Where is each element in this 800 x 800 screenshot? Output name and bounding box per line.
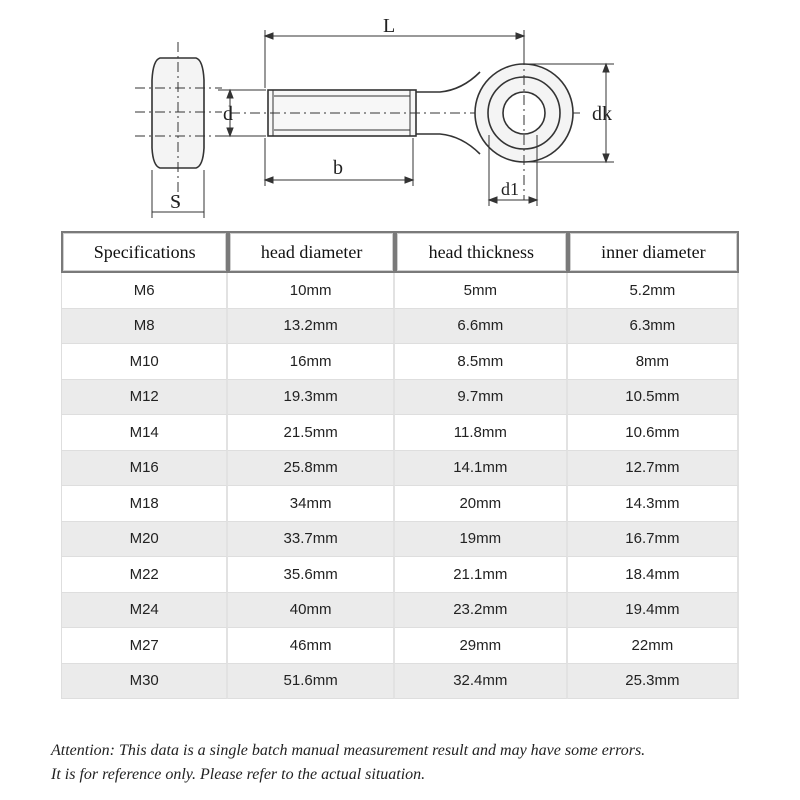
table-row — [61, 380, 739, 416]
inner-diameter-cell: 12.7mm — [568, 451, 739, 487]
spec-cell: M14 — [61, 415, 228, 451]
head-diameter-cell: 46mm — [228, 628, 395, 664]
table-row — [61, 309, 739, 345]
head-thickness-cell: 5mm — [395, 273, 568, 309]
table-row — [61, 522, 739, 558]
table-row — [61, 628, 739, 664]
inner-diameter-cell: 10.5mm — [568, 380, 739, 416]
head-diameter-cell: 51.6mm — [228, 664, 395, 700]
head-diameter-cell: 21.5mm — [228, 415, 395, 451]
head-thickness-cell: 19mm — [395, 522, 568, 558]
spec-cell: M27 — [61, 628, 228, 664]
label-d1: d1 — [501, 179, 519, 199]
table-row — [61, 593, 739, 629]
spec-cell: M16 — [61, 451, 228, 487]
eye-head — [475, 55, 573, 200]
inner-diameter-cell: 10.6mm — [568, 415, 739, 451]
header-specifications: Specifications — [61, 231, 228, 273]
table-row — [61, 415, 739, 451]
inner-diameter-cell: 14.3mm — [568, 486, 739, 522]
spec-cell: M18 — [61, 486, 228, 522]
head-thickness-cell: 21.1mm — [395, 557, 568, 593]
dim-l — [265, 30, 524, 88]
head-thickness-cell: 11.8mm — [395, 415, 568, 451]
attention-note — [51, 739, 791, 787]
label-dk: dk — [592, 103, 612, 125]
inner-diameter-cell: 16.7mm — [568, 522, 739, 558]
spec-cell: M20 — [61, 522, 228, 558]
spec-cell: M8 — [61, 309, 228, 345]
table-header-row — [61, 231, 739, 273]
spec-table — [61, 231, 739, 699]
note-line-1: Attention: This data is a single batch manual measurement result and may have some errors. — [51, 742, 646, 759]
table-row — [61, 273, 739, 309]
spec-cell: M6 — [61, 273, 228, 309]
inner-diameter-cell: 25.3mm — [568, 664, 739, 700]
head-thickness-cell: 6.6mm — [395, 309, 568, 345]
table-row — [61, 664, 739, 700]
inner-diameter-cell: 22mm — [568, 628, 739, 664]
table-row — [61, 344, 739, 380]
head-thickness-cell: 32.4mm — [395, 664, 568, 700]
head-diameter-cell: 10mm — [228, 273, 395, 309]
table-row — [61, 486, 739, 522]
head-diameter-cell: 13.2mm — [228, 309, 395, 345]
head-diameter-cell: 19.3mm — [228, 380, 395, 416]
header-inner-diameter: inner diameter — [568, 231, 739, 273]
spec-cell: M30 — [61, 664, 228, 700]
label-d: d — [223, 103, 233, 125]
spec-cell: M12 — [61, 380, 228, 416]
head-diameter-cell: 16mm — [228, 344, 395, 380]
table-row — [61, 557, 739, 593]
head-thickness-cell: 9.7mm — [395, 380, 568, 416]
note-line-2: It is for reference only. Please refer to the actual situation. — [51, 766, 426, 783]
inner-diameter-cell: 6.3mm — [568, 309, 739, 345]
inner-diameter-cell: 18.4mm — [568, 557, 739, 593]
head-thickness-cell: 29mm — [395, 628, 568, 664]
table-row — [61, 451, 739, 487]
label-s: S — [170, 191, 182, 213]
head-thickness-cell: 14.1mm — [395, 451, 568, 487]
eye-bolt-diagram — [0, 0, 800, 228]
inner-diameter-cell: 19.4mm — [568, 593, 739, 629]
table-body — [61, 273, 739, 699]
header-head-thickness: head thickness — [395, 231, 568, 273]
header-head-diameter: head diameter — [228, 231, 395, 273]
head-diameter-cell: 33.7mm — [228, 522, 395, 558]
spec-cell: M22 — [61, 557, 228, 593]
head-thickness-cell: 8.5mm — [395, 344, 568, 380]
label-l: L — [383, 15, 396, 37]
head-thickness-cell: 23.2mm — [395, 593, 568, 629]
inner-diameter-cell: 8mm — [568, 344, 739, 380]
spec-cell: M10 — [61, 344, 228, 380]
inner-diameter-cell: 5.2mm — [568, 273, 739, 309]
head-diameter-cell: 25.8mm — [228, 451, 395, 487]
head-thickness-cell: 20mm — [395, 486, 568, 522]
head-diameter-cell: 40mm — [228, 593, 395, 629]
head-diameter-cell: 35.6mm — [228, 557, 395, 593]
head-diameter-cell: 34mm — [228, 486, 395, 522]
label-b: b — [333, 157, 343, 179]
spec-cell: M24 — [61, 593, 228, 629]
